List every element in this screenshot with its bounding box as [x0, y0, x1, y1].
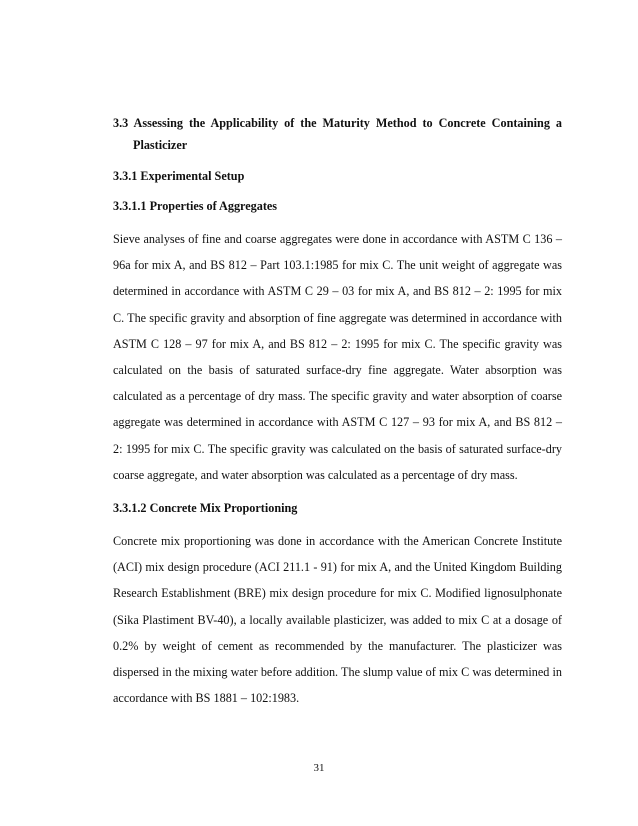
subsubsection-title-aggregates: 3.3.1.1 Properties of Aggregates	[113, 199, 278, 213]
paragraph-aggregates: Sieve analyses of fine and coarse aggregates were done in accordance with ASTM C 136 – 96a for mix A, and BS 812 – Part 103.1:1985 for mix C. The unit weight of aggregate was determined in accordance with ASTM C 29 – 03 for mix A, and BS 812 – 2: 1995 for mix C. The specific gravity and absorption of fine aggregate was determined in accordance with ASTM C 128 – 97 for mix A, and BS 812 – 2: 1995 for mix C. The specific gravity was calculated on the basis of saturated surface-dry fine aggregate. Water absorption was calculated as a percentage of dry mass. The specific gravity and water absorption of coarse aggregate was determined in accordance with ASTM C 127 – 93 for mix A, and BS 812 – 2: 1995 for mix C. The specific gravity was calculated on the basis of saturated surface-dry coarse aggregate, and water absorption was calculated as a percentage of dry mass.	[113, 232, 562, 482]
page-content	[113, 112, 562, 721]
section-title-line1: 3.3 Assessing the Applicability of the Maturity Method to Concrete Containing a	[113, 116, 562, 130]
paragraph-mix-proportioning: Concrete mix proportioning was done in accordance with the American Concrete Institute (ACI) mix design procedure (ACI 211.1 - 91) for mix A, and the United Kingdom Building Research Establishment (BRE) mix design procedure for mix C. Modified lignosulphonate (Sika Plastiment BV-40), a locally available plasticizer, was added to mix C at a dosage of 0.2% by weight of cement as recommended by the manufacturer. The plasticizer was dispersed in the mixing water before addition. The slump value of mix C was determined in accordance with BS 1881 – 102:1983.	[113, 534, 562, 706]
section-title-line2: Plasticizer	[133, 138, 188, 152]
page-number: 31	[313, 762, 325, 774]
subsubsection-title-mix-proportioning: 3.3.1.2 Concrete Mix Proportioning	[113, 501, 298, 516]
subsection-title: 3.3.1 Experimental Setup	[113, 169, 245, 183]
